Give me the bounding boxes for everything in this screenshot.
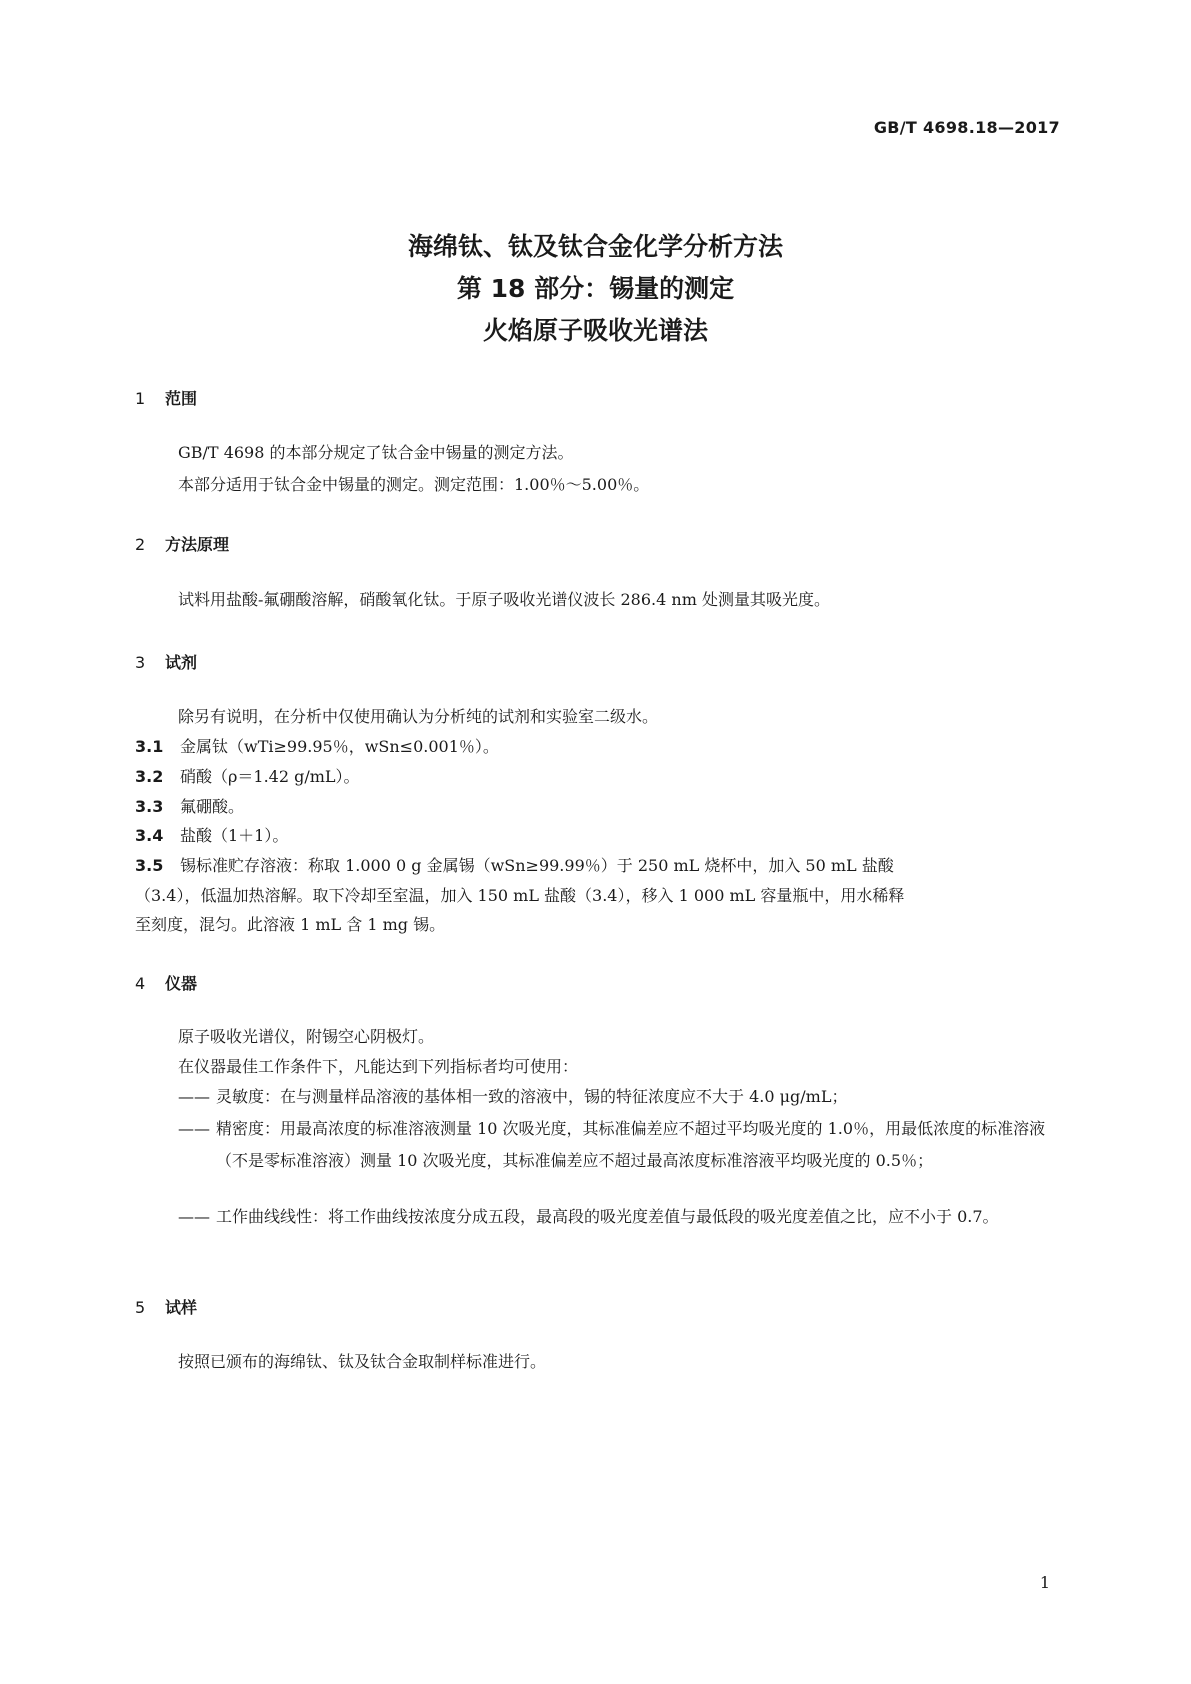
title-line-1: 海绵钛、钛及钛合金化学分析方法 [407,232,783,261]
requirement-precision [178,1113,1058,1177]
section-heading-reagents [135,650,197,673]
section-number: 1 [135,389,146,408]
dash-marker: —— [178,1087,210,1106]
title-line-2: 第 18 部分：锡量的测定 [456,274,735,303]
clause-3-3 [135,797,244,817]
section-heading-apparatus [135,971,197,994]
requirement-text: 精密度：用最高浓度的标准溶液测量 10 次吸光度，其标准偏差应不超过平均吸光度的 1.0％，用最低浓度的标准溶液（不是零标准溶液）测量 10 次吸光度，其标准偏差应不超过最高浓度标准溶液平均吸光度的 0.5％； [216,1119,1046,1170]
section-title: 试样 [165,1298,198,1317]
document-title [0,226,1191,352]
apparatus-paragraph-2: 在仪器最佳工作条件下，凡能达到下列指标者均可使用： [178,1057,579,1076]
requirement-linearity [178,1201,1058,1233]
clause-3-5-line-2: （3.4），低温加热溶解。取下冷却至室温，加入 150 mL 盐酸（3.4），移入 1 000 mL 容量瓶中，用水稀释 [135,886,905,905]
scope-paragraph-2: 本部分适用于钛合金中锡量的测定。测定范围：1.00％～5.00％。 [178,475,650,494]
clause-number: 3.4 [135,826,164,845]
clause-text: 金属钛（wTi≥99.95％，wSn≤0.001％）。 [180,737,499,756]
section-title: 方法原理 [165,535,230,554]
clause-3-5 [135,856,894,876]
sample-paragraph: 按照已颁布的海绵钛、钛及钛合金取制样标准进行。 [178,1352,547,1371]
section-heading-sample [135,1295,197,1318]
page-number: 1 [1039,1573,1050,1592]
title-line-3: 火焰原子吸收光谱法 [482,316,708,345]
clause-number: 3.1 [135,737,164,756]
clause-text: 氟硼酸。 [180,797,245,816]
section-title: 试剂 [165,653,198,672]
section-number: 5 [135,1298,146,1317]
dash-marker: —— [178,1119,210,1138]
dash-marker: —— [178,1207,210,1226]
clause-number: 3.3 [135,797,164,816]
clause-3-2 [135,767,360,787]
clause-number: 3.5 [135,856,164,875]
apparatus-paragraph-1: 原子吸收光谱仪，附锡空心阴极灯。 [178,1027,435,1046]
section-number: 3 [135,653,146,672]
clause-text: 硝酸（ρ＝1.42 g/mL）。 [180,767,360,786]
clause-3-1 [135,737,499,757]
section-number: 2 [135,535,146,554]
requirement-text: 灵敏度：在与测量样品溶液的基体相一致的溶液中，锡的特征浓度应不大于 4.0 μg/mL； [216,1087,848,1106]
clause-3-4 [135,826,288,846]
section-title: 范围 [165,389,198,408]
section-heading-principle [135,532,229,555]
reagents-intro: 除另有说明，在分析中仅使用确认为分析纯的试剂和实验室二级水。 [178,707,659,726]
clause-text: 盐酸（1＋1）。 [180,826,289,845]
section-heading-scope [135,386,197,409]
requirement-text: 工作曲线线性：将工作曲线按浓度分成五段，最高段的吸光度差值与最低段的吸光度差值之比，应不小于 0.7。 [216,1207,999,1226]
scope-paragraph-1: GB/T 4698 的本部分规定了钛合金中锡量的测定方法。 [178,443,574,462]
principle-paragraph: 试料用盐酸-氟硼酸溶解，硝酸氧化钛。于原子吸收光谱仪波长 286.4 nm 处测量其吸光度。 [178,590,830,609]
section-title: 仪器 [165,974,198,993]
section-number: 4 [135,974,146,993]
standard-number: GB/T 4698.18—2017 [873,118,1060,137]
clause-number: 3.2 [135,767,164,786]
clause-3-5-line-3: 至刻度，混匀。此溶液 1 mL 含 1 mg 锡。 [135,915,446,934]
requirement-sensitivity [178,1081,1058,1113]
clause-text-line-1: 锡标准贮存溶液：称取 1.000 0 g 金属锡（wSn≥99.99％）于 250 mL 烧杯中，加入 50 mL 盐酸 [180,856,894,875]
